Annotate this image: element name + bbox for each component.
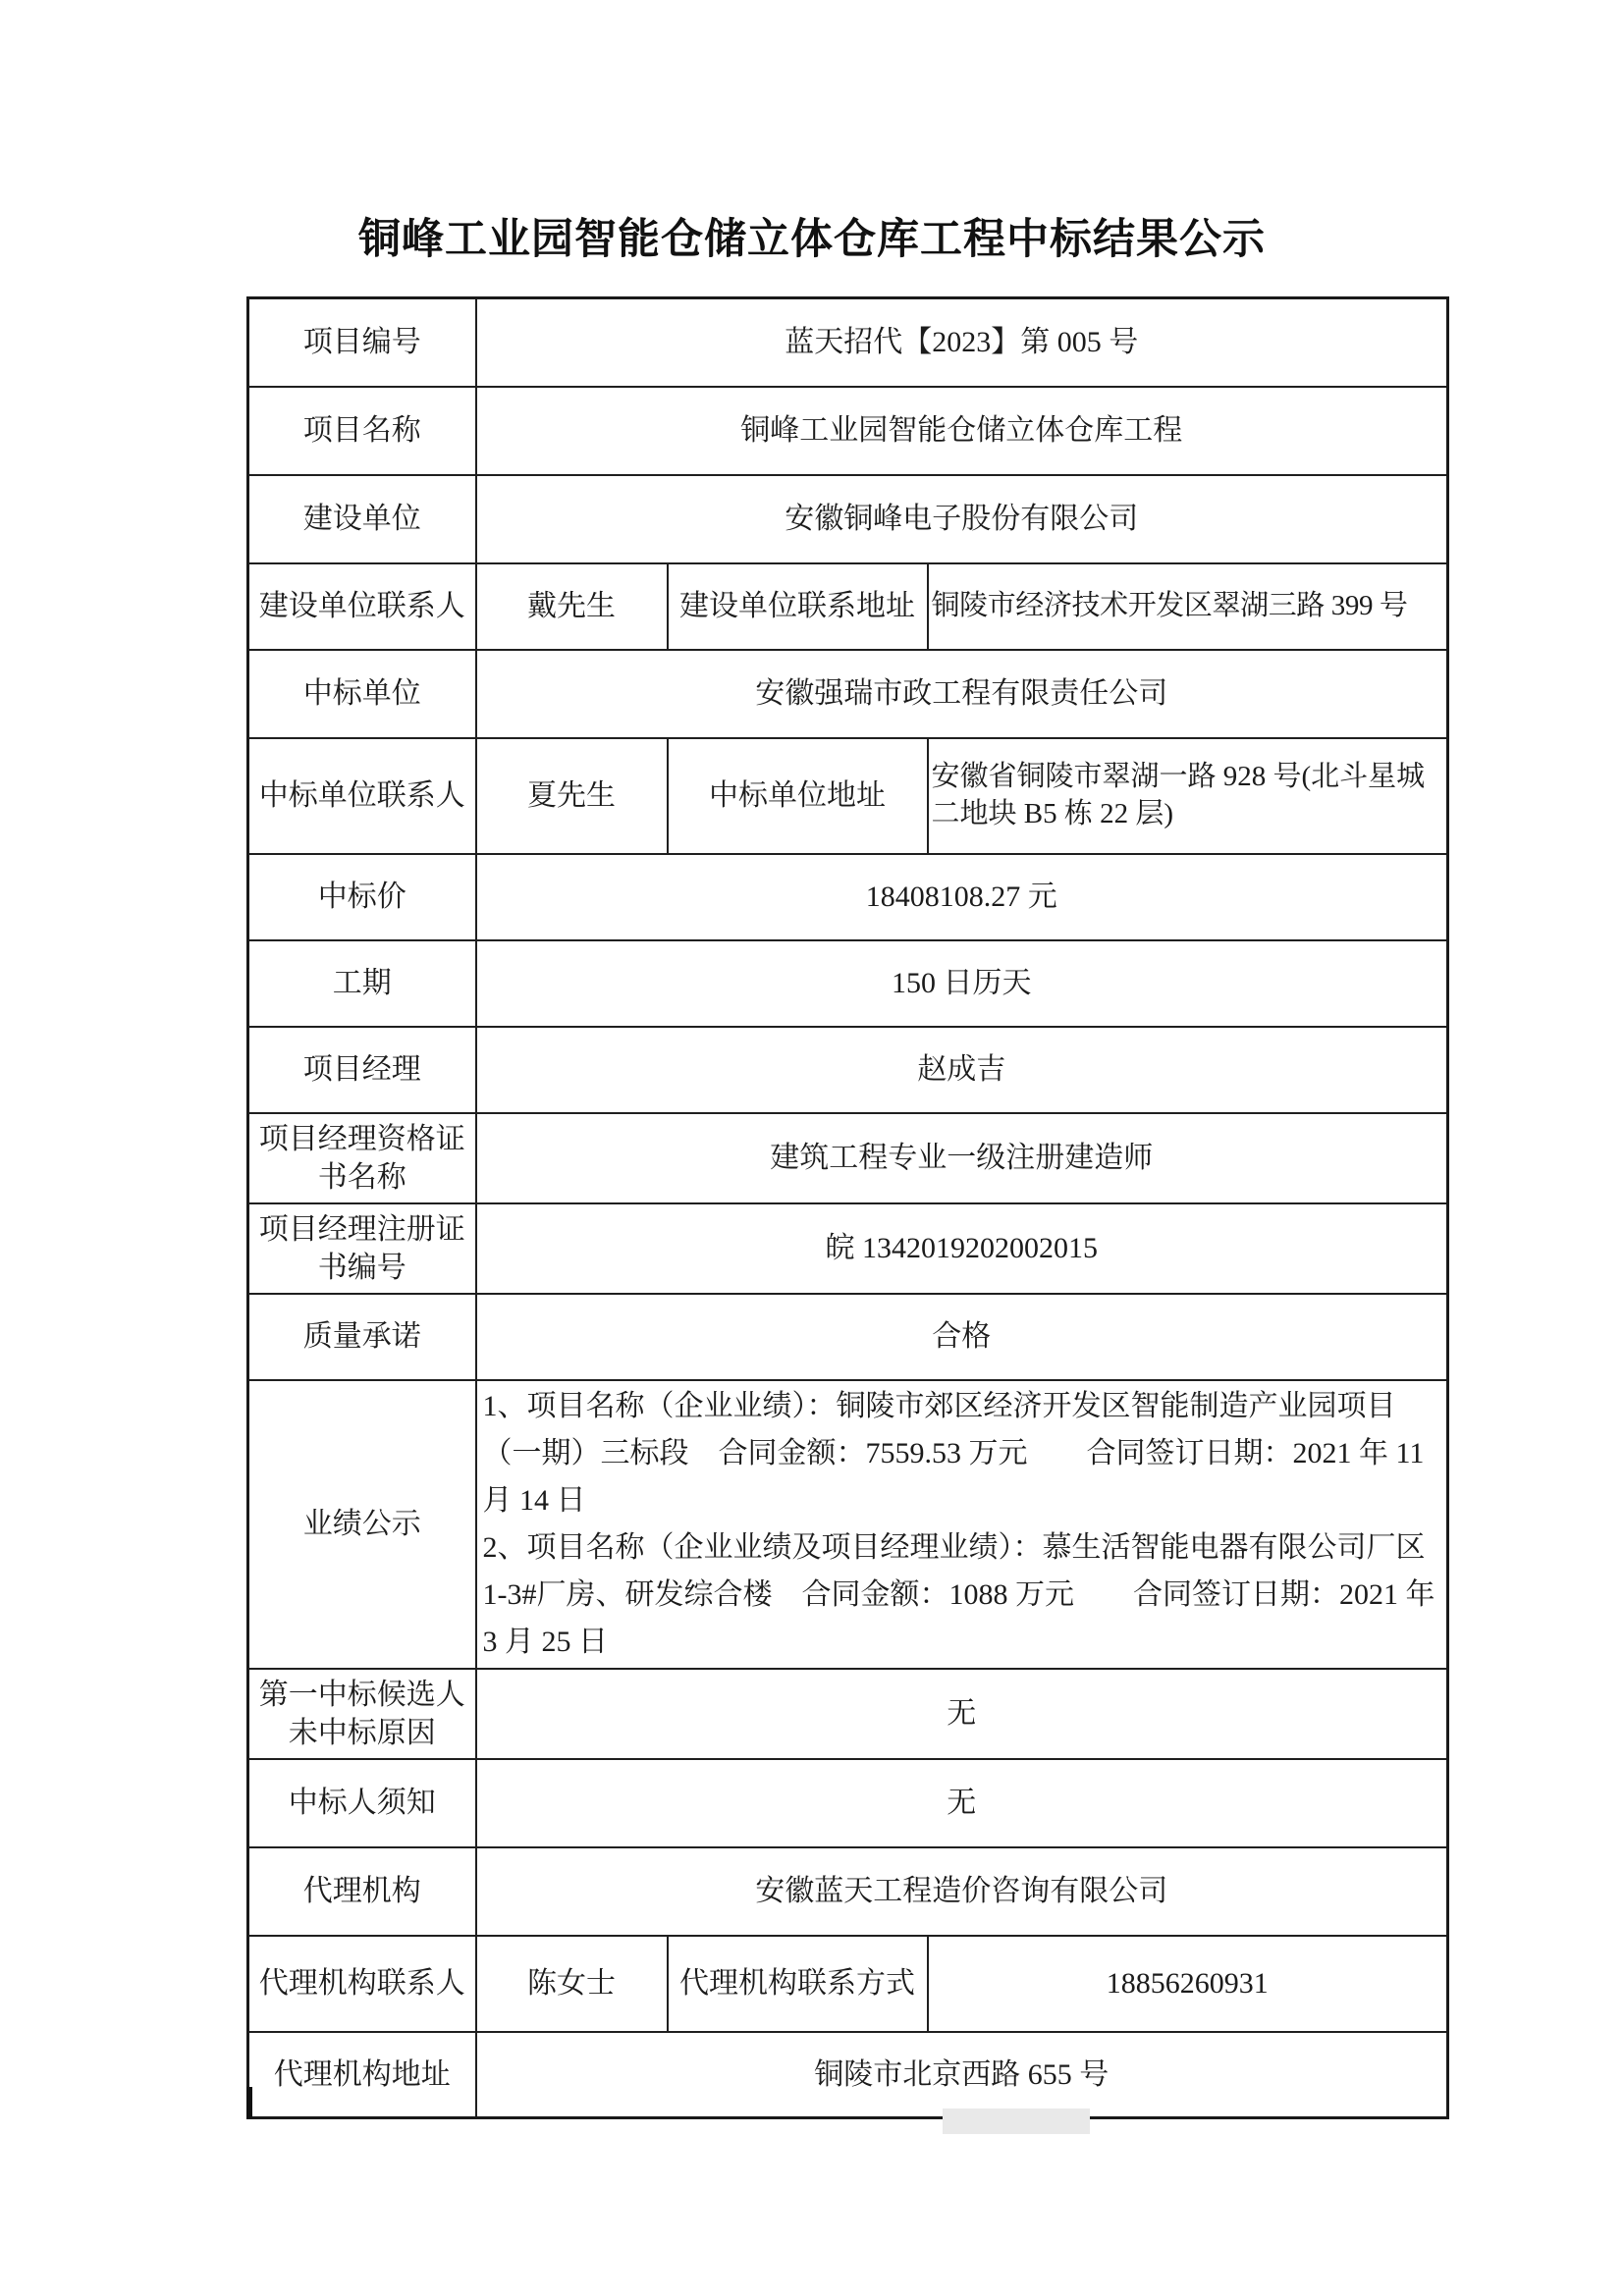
table-row [248, 1669, 1448, 1759]
row-value: 18408108.27 元 [476, 854, 1448, 940]
table-row [248, 650, 1448, 738]
row-label: 项目名称 [248, 387, 476, 475]
row-label: 代理机构地址 [248, 2032, 476, 2118]
table-row [248, 738, 1448, 854]
table-row [248, 940, 1448, 1027]
row-label: 中标价 [248, 854, 476, 940]
row-value [476, 1380, 1448, 1669]
table-row [248, 1113, 1448, 1203]
table-row [248, 1759, 1448, 1847]
row-label: 项目经理 [248, 1027, 476, 1113]
table-row [248, 1294, 1448, 1380]
table-row [248, 1936, 1448, 2032]
table-row [248, 1847, 1448, 1936]
row-value: 建筑工程专业一级注册建造师 [476, 1113, 1448, 1203]
row-value: 陈女士 [476, 1936, 668, 2032]
row-value: 安徽强瑞市政工程有限责任公司 [476, 650, 1448, 738]
table-row [248, 1380, 1448, 1669]
scan-artifact-mark [246, 2087, 252, 2118]
row-value: 安徽蓝天工程造价咨询有限公司 [476, 1847, 1448, 1936]
table-row [248, 2032, 1448, 2118]
row-value: 蓝天招代【2023】第 005 号 [476, 298, 1448, 387]
row-value: 夏先生 [476, 738, 668, 854]
row-value: 18856260931 [928, 1936, 1448, 2032]
row-label: 项目经理注册证书编号 [248, 1203, 476, 1294]
row-label: 建设单位联系地址 [668, 563, 928, 650]
row-label: 中标单位联系人 [248, 738, 476, 854]
table-row [248, 387, 1448, 475]
row-label: 中标单位 [248, 650, 476, 738]
row-value: 戴先生 [476, 563, 668, 650]
table-row [248, 298, 1448, 387]
row-label: 中标单位地址 [668, 738, 928, 854]
row-label: 质量承诺 [248, 1294, 476, 1380]
row-label: 代理机构联系方式 [668, 1936, 928, 2032]
row-label: 代理机构联系人 [248, 1936, 476, 2032]
row-value: 无 [476, 1669, 1448, 1759]
bid-result-table [246, 296, 1449, 2119]
row-label: 中标人须知 [248, 1759, 476, 1847]
table-row [248, 854, 1448, 940]
row-value: 150 日历天 [476, 940, 1448, 1027]
row-label: 工期 [248, 940, 476, 1027]
performance-item: 1、项目名称（企业业绩）：铜陵市郊区经济开发区智能制造产业园项目（一期）三标段 合同金额：7559.53 万元 合同签订日期：2021 年 11 月 14 日 [482, 1389, 1425, 1517]
row-label: 业绩公示 [248, 1380, 476, 1669]
row-value: 皖 1342019202002015 [476, 1203, 1448, 1294]
row-label: 项目经理资格证书名称 [248, 1113, 476, 1203]
row-label: 代理机构 [248, 1847, 476, 1936]
page-title: 铜峰工业园智能仓储立体仓库工程中标结果公示 [358, 216, 1266, 263]
row-label: 项目编号 [248, 298, 476, 387]
row-label: 建设单位 [248, 475, 476, 563]
performance-item: 2、项目名称（企业业绩及项目经理业绩）：慕生活智能电器有限公司厂区 1-3#厂房、研发综合楼 合同金额：1088 万元 合同签订日期：2021 年 3 月 25 日 [482, 1530, 1435, 1658]
row-value: 安徽铜峰电子股份有限公司 [476, 475, 1448, 563]
table-row [248, 1027, 1448, 1113]
row-value: 无 [476, 1759, 1448, 1847]
row-value: 铜陵市经济技术开发区翠湖三路 399 号 [928, 563, 1448, 650]
row-value: 铜陵市北京西路 655 号 [476, 2032, 1448, 2118]
row-value: 安徽省铜陵市翠湖一路 928 号(北斗星城二地块 B5 栋 22 层) [928, 738, 1448, 854]
row-value: 合格 [476, 1294, 1448, 1380]
row-value: 铜峰工业园智能仓储立体仓库工程 [476, 387, 1448, 475]
table-row [248, 1203, 1448, 1294]
scan-artifact-smudge [943, 2109, 1090, 2134]
table-row [248, 475, 1448, 563]
row-label: 建设单位联系人 [248, 563, 476, 650]
row-value: 赵成吉 [476, 1027, 1448, 1113]
table-row [248, 563, 1448, 650]
row-label: 第一中标候选人未中标原因 [248, 1669, 476, 1759]
